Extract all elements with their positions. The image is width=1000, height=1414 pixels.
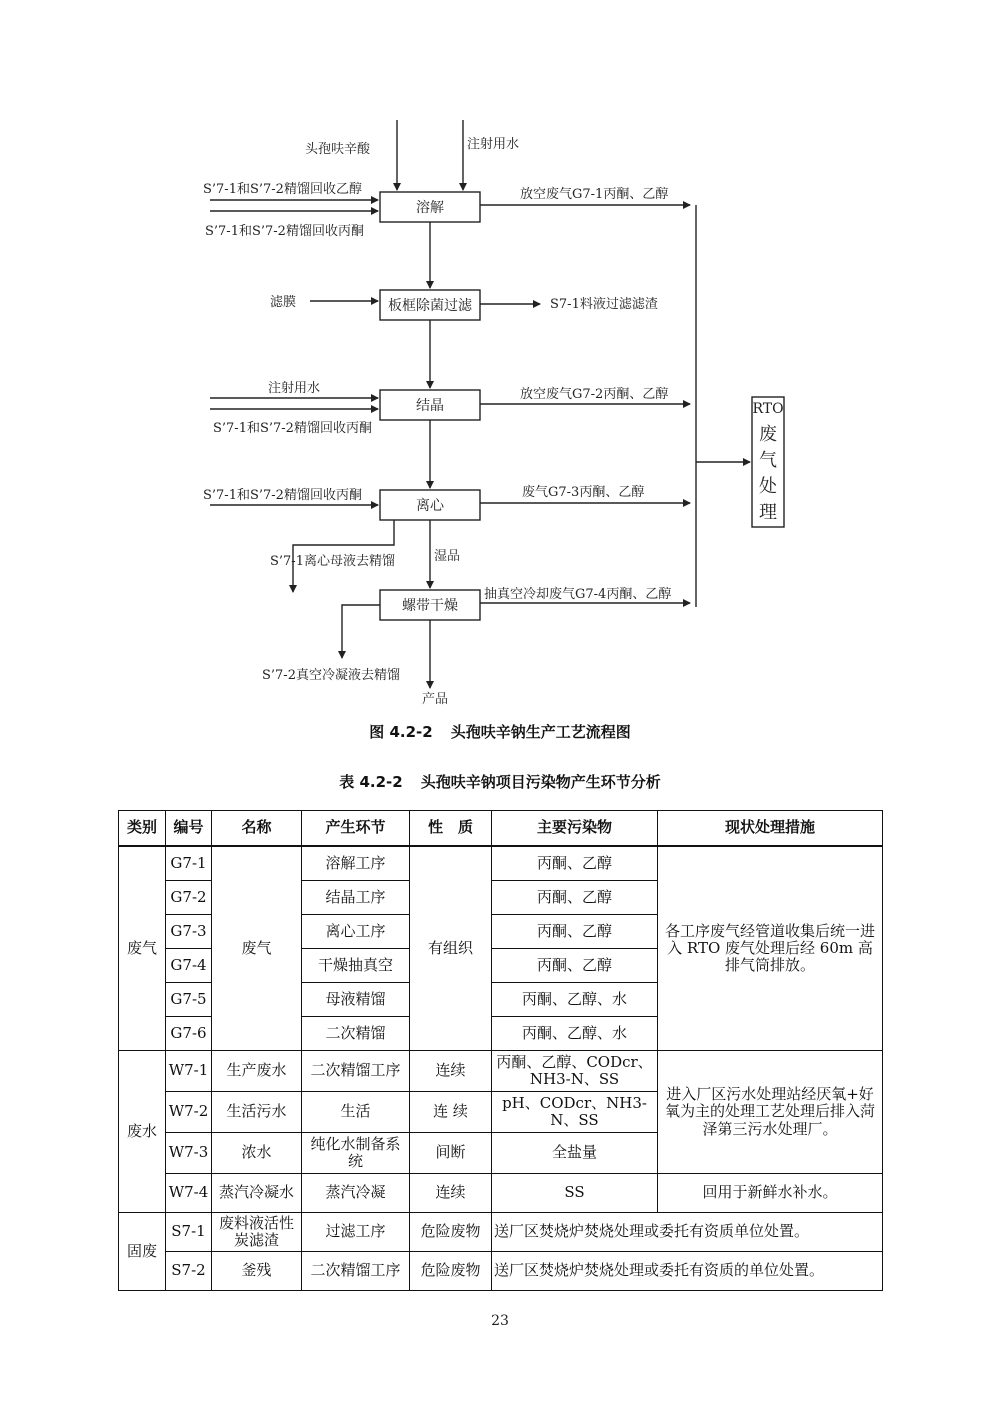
rto-label-3: 处 [759, 476, 777, 497]
id-cell: G7-4 [166, 949, 212, 983]
input-recovered-ethanol: S’7-1和S’7-2精馏回收乙醇 [203, 182, 362, 197]
name-cell: 生活污水 [212, 1092, 302, 1133]
pollutants-cell: 丙酮、乙醇、水 [492, 983, 658, 1017]
id-cell: W7-1 [166, 1051, 212, 1092]
step-dry-label: 螺带干燥 [402, 598, 458, 614]
nature-cell: 连 续 [410, 1092, 492, 1133]
input-recovered-acetone-3: S’7-1和S’7-2精馏回收丙酮 [203, 488, 362, 503]
pollutants-cell: 丙酮、乙醇、水 [492, 1017, 658, 1051]
stage-cell: 母液精馏 [302, 983, 410, 1017]
header-name: 名称 [212, 811, 302, 847]
output-g72: 放空废气G7-2丙酮、乙醇 [520, 387, 669, 402]
page-number: 23 [491, 1313, 509, 1329]
table-row [119, 1213, 883, 1252]
stage-cell: 结晶工序 [302, 881, 410, 915]
measure-cell: 回用于新鲜水补水。 [658, 1174, 883, 1213]
stage-cell: 二次精馏工序 [302, 1252, 410, 1291]
step-dissolve-label: 溶解 [416, 200, 444, 216]
input-filter-membrane: 滤膜 [270, 295, 297, 310]
table-row [119, 1252, 883, 1291]
id-cell: S7-1 [166, 1213, 212, 1252]
name-cell: 废料液活性炭滤渣 [212, 1213, 302, 1252]
output-condensate: S’7-2真空冷凝液去精馏 [262, 668, 400, 683]
measure-cell: 送厂区焚烧炉焚烧处理或委托有资质的单位处置。 [492, 1252, 883, 1291]
output-s71: S7-1料液过滤滤渣 [550, 297, 658, 312]
pollutants-cell: 丙酮、乙醇 [492, 846, 658, 881]
name-cell: 生产废水 [212, 1051, 302, 1092]
input-cefuroxime-acid: 头孢呋辛酸 [305, 142, 371, 157]
id-cell: W7-3 [166, 1133, 212, 1174]
output-wet-product: 湿品 [434, 549, 461, 564]
pollutants-cell: 丙酮、乙醇、CODcr、NH3-N、SS [492, 1051, 658, 1092]
measure-cell: 送厂区焚烧炉焚烧处理或委托有资质单位处置。 [492, 1213, 883, 1252]
output-g71: 放空废气G7-1丙酮、乙醇 [520, 187, 669, 202]
output-g73: 废气G7-3丙酮、乙醇 [522, 485, 645, 500]
name-cell: 蒸汽冷凝水 [212, 1174, 302, 1213]
table-row [119, 1051, 883, 1092]
rto-label-0: RTO [752, 401, 784, 417]
id-cell: W7-4 [166, 1174, 212, 1213]
pollutants-cell: pH、CODcr、NH3-N、SS [492, 1092, 658, 1133]
name-cell: 釜残 [212, 1252, 302, 1291]
rto-label-1: 废 [759, 424, 777, 445]
nature-cell: 连续 [410, 1174, 492, 1213]
nature-cell: 危险废物 [410, 1252, 492, 1291]
pollutants-cell: 全盐量 [492, 1133, 658, 1174]
step-centrifuge-label: 离心 [416, 498, 444, 514]
header-category: 类别 [119, 811, 166, 847]
table-row [119, 1174, 883, 1213]
measure-cell: 进入厂区污水处理站经厌氧+好氧为主的处理工艺处理后排入菏泽第三污水处理厂。 [658, 1051, 883, 1174]
stage-cell: 生活 [302, 1092, 410, 1133]
header-nature: 性 质 [410, 811, 492, 847]
table-caption-title: 头孢呋辛钠项目污染物产生环节分析 [420, 773, 661, 791]
header-stage: 产生环节 [302, 811, 410, 847]
category-cell: 废水 [119, 1051, 166, 1213]
stage-cell: 二次精馏工序 [302, 1051, 410, 1092]
table-caption [0, 771, 1000, 792]
table-caption-number: 表 4.2-2 [339, 773, 403, 791]
nature-cell: 连续 [410, 1051, 492, 1092]
pollutants-cell: 丙酮、乙醇 [492, 915, 658, 949]
header-id: 编号 [166, 811, 212, 847]
id-cell: G7-1 [166, 846, 212, 881]
nature-cell: 有组织 [410, 846, 492, 1051]
category-cell: 废气 [119, 846, 166, 1051]
input-recovered-acetone-1: S’7-1和S’7-2精馏回收丙酮 [205, 224, 364, 239]
output-mother-liquor: S’7-1离心母液去精馏 [270, 554, 395, 569]
pollutant-table [118, 810, 883, 1291]
pollutants-cell: 丙酮、乙醇 [492, 949, 658, 983]
stage-cell: 溶解工序 [302, 846, 410, 881]
stage-cell: 离心工序 [302, 915, 410, 949]
name-cell: 浓水 [212, 1133, 302, 1174]
pollutants-cell: SS [492, 1174, 658, 1213]
input-recovered-acetone-2: S’7-1和S’7-2精馏回收丙酮 [213, 421, 372, 436]
output-g74: 抽真空冷却废气G7-4丙酮、乙醇 [484, 587, 672, 602]
id-cell: G7-3 [166, 915, 212, 949]
id-cell: W7-2 [166, 1092, 212, 1133]
input-injection-water-top: 注射用水 [467, 137, 520, 152]
rto-label-2: 气 [759, 450, 777, 471]
id-cell: G7-2 [166, 881, 212, 915]
rto-label-4: 理 [759, 502, 777, 523]
pollutants-cell: 丙酮、乙醇 [492, 881, 658, 915]
figure-caption-title: 头孢呋辛钠生产工艺流程图 [450, 723, 631, 741]
category-cell: 固废 [119, 1213, 166, 1291]
nature-cell: 间断 [410, 1133, 492, 1174]
step-filter-label: 板框除菌过滤 [388, 298, 472, 314]
table-row [119, 846, 883, 881]
input-injection-water-2: 注射用水 [268, 381, 321, 396]
measure-cell: 各工序废气经管道收集后统一进入 RTO 废气处理后经 60m 高排气筒排放。 [658, 846, 883, 1051]
id-cell: S7-2 [166, 1252, 212, 1291]
stage-cell: 蒸汽冷凝 [302, 1174, 410, 1213]
table-header-row [119, 811, 883, 847]
step-crystallize-label: 结晶 [416, 398, 444, 414]
id-cell: G7-6 [166, 1017, 212, 1051]
output-product: 产品 [422, 692, 449, 707]
stage-cell: 二次精馏 [302, 1017, 410, 1051]
stage-cell: 纯化水制备系统 [302, 1133, 410, 1174]
figure-caption [0, 721, 1000, 742]
nature-cell: 危险废物 [410, 1213, 492, 1252]
figure-caption-number: 图 4.2-2 [369, 723, 433, 741]
name-cell: 废气 [212, 846, 302, 1051]
header-measures: 现状处理措施 [658, 811, 883, 847]
stage-cell: 干燥抽真空 [302, 949, 410, 983]
stage-cell: 过滤工序 [302, 1213, 410, 1252]
header-pollutants: 主要污染物 [492, 811, 658, 847]
id-cell: G7-5 [166, 983, 212, 1017]
